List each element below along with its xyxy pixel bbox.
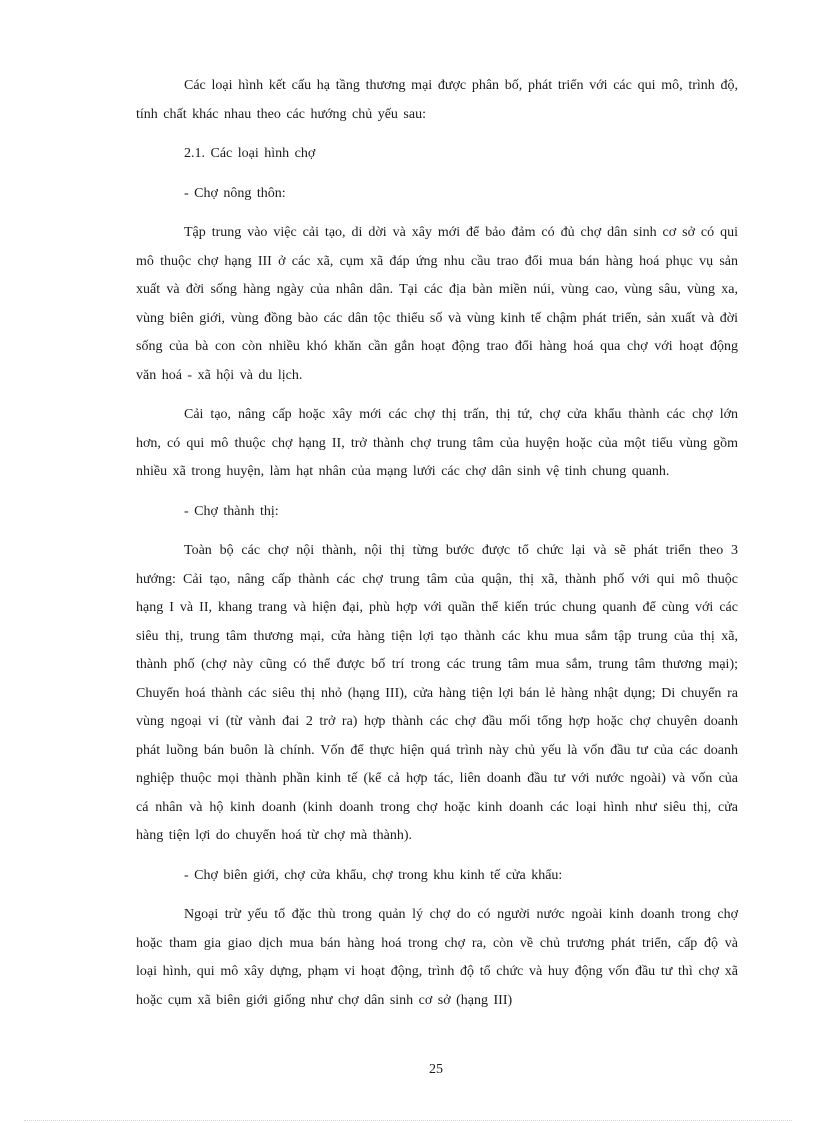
rural-upgrade-paragraph: Cải tạo, nâng cấp hoặc xây mới các chợ thị trấn, thị tứ, chợ cửa khẩu thành các chợ lớn hơn, có qui mô thuộc chợ hạng II, trở thành chợ trung tâm của huyện hoặc của một tiểu vùng gồm nhiều xã trong huyện, làm hạt nhân của mạng lưới các chợ dân sinh vệ tinh chung quanh. (136, 407, 738, 479)
page-bottom-divider (24, 1120, 792, 1121)
section-heading-2-1: 2.1. Các loại hình chợ (184, 146, 316, 161)
border-market-paragraph: Ngoại trừ yếu tố đặc thù trong quản lý chợ do có người nước ngoài kinh doanh trong chợ hoặc tham gia giao dịch mua bán hàng hoá trong chợ ra, còn về chủ trương phát triển, cấp độ và loại hình, qui mô xây dựng, phạm vi hoạt động, trình độ tổ chức và huy động vốn đầu tư thì chợ xã hoặc cụm xã biên giới giống như chợ dân sinh cơ sở (hạng III) (136, 907, 738, 1008)
subheading-urban-market: - Chợ thành thị: (184, 503, 279, 519)
subheading-rural-market: - Chợ nông thôn: (184, 185, 286, 201)
rural-market-paragraph: Tập trung vào việc cải tạo, di dời và xây mới để bảo đảm có đủ chợ dân sinh cơ sở có qui mô thuộc chợ hạng III ở các xã, cụm xã đáp ứng nhu cầu trao đổi mua bán hàng hoá phục vụ sản xuất và đời sống hàng ngày của nhân dân. Tại các địa bàn miền núi, vùng cao, vùng sâu, vùng xa, vùng biên giới, vùng đồng bào các dân tộc thiểu số và vùng kinh tế chậm phát triển, sản xuất và đời sống của bà con còn nhiều khó khăn cần gắn hoạt động trao đổi hàng hoá qua chợ với hoạt động văn hoá - xã hội và du lịch. (136, 225, 738, 383)
page-number: 25 (429, 1062, 443, 1077)
urban-market-paragraph: Toàn bộ các chợ nội thành, nội thị từng bước được tổ chức lại và sẽ phát triển theo 3 hướng: Cải tạo, nâng cấp thành các chợ trung tâm của quận, thị xã, thành phố với qui mô thuộc hạng I và II, khang trang và hiện đại, phù hợp với quần thể kiến trúc chung quanh để cùng với các siêu thị, trung tâm thương mại, cửa hàng tiện lợi tạo thành các khu mua sắm tập trung của thị xã, thành phố (chợ này cũng có thể được bố trí trong các trung tâm mua sắm, trung tâm thương mại); Chuyển hoá thành các siêu thị nhỏ (hạng III), cửa hàng tiện lợi bán lẻ hàng nhật dụng; Di chuyển ra vùng ngoại vi (từ vành đai 2 trở ra) hợp thành các chợ đầu mối tổng hợp hoặc chợ chuyên doanh phát luồng bán buôn là chính. Vốn để thực hiện quá trình này chủ yếu là vốn đầu tư của các doanh nghiệp thuộc mọi thành phần kinh tế (kể cả hợp tác, liên doanh đầu tư với nước ngoài) và vốn của cá nhân và hộ kinh doanh (kinh doanh trong chợ hoặc kinh doanh các loại hình như siêu thị, cửa hàng tiện lợi do chuyển hoá từ chợ mà thành). (136, 543, 738, 843)
document-body (136, 72, 738, 1026)
subheading-border-market: - Chợ biên giới, chợ cửa khẩu, chợ trong khu kinh tế cửa khẩu: (184, 867, 563, 883)
intro-paragraph: Các loại hình kết cấu hạ tầng thương mại được phân bố, phát triển với các qui mô, trình độ, tính chất khác nhau theo các hướng chủ yếu sau: (136, 78, 738, 122)
